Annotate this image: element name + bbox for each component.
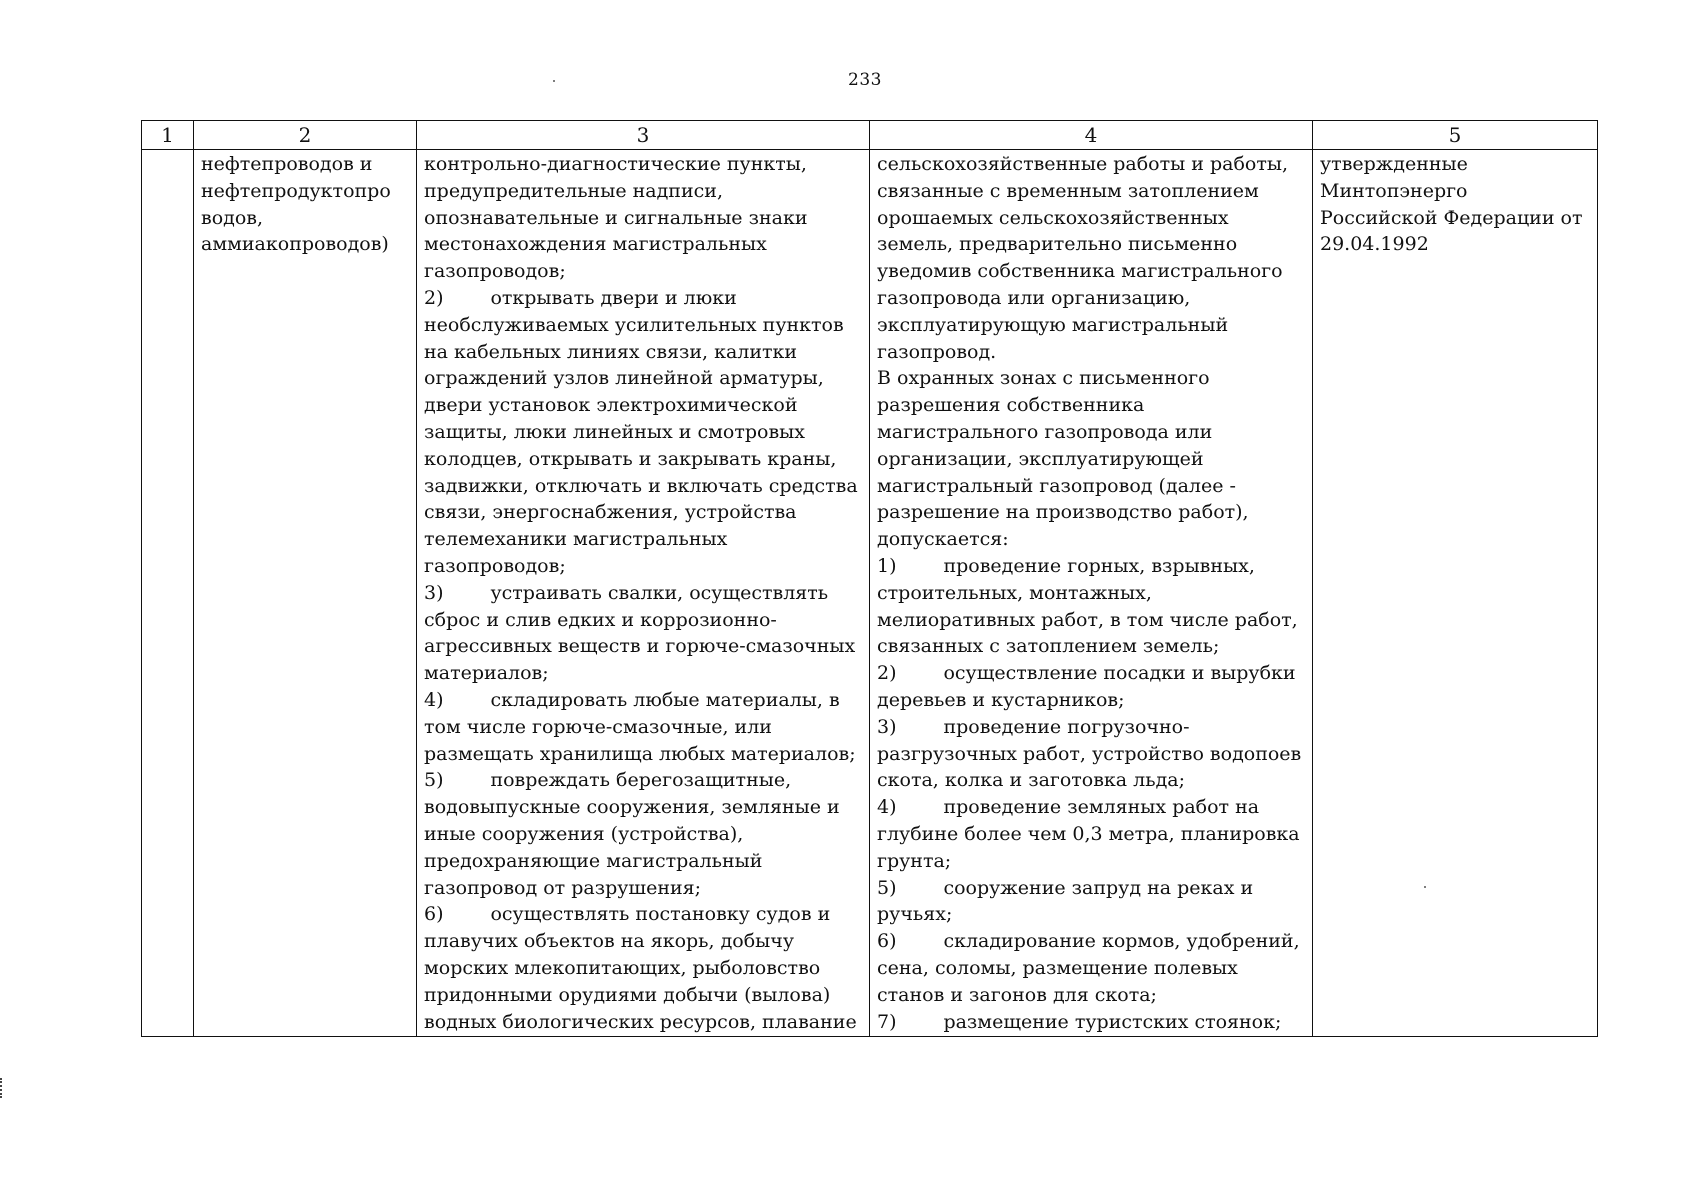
column-header-1: 1: [142, 121, 194, 150]
table-row: [142, 150, 1598, 1037]
object-type-text: нефтепроводов и нефтепродуктопро водов, аммиакопроводов): [201, 153, 391, 256]
cell-col2: [194, 150, 417, 1037]
scan-edge-mark: [0, 1078, 5, 1098]
prohibitions-text: контрольно-диагностические пункты, предупредительные надписи, опознавательные и сигнальные знаки местонахождения магистральных газопроводов; 2) открывать двери и люки необслуживаемых усилительных пунктов на кабельных линиях связи, калитки ограждений узлов линейной арматуры, двери установок электрохимической защиты, люки линейных и смотровых колодцев, открывать и закрывать краны, задвижки, отключать и включать средства связи, энергоснабжения, устройства телемеханики магистральных газопроводов; 3) устраивать свалки, осуществлять сброс и слив едких и коррозионно- агрессивных веществ и горюче-смазочных материалов; 4) складировать любые материалы, в том числе горюче-смазочные, или размещать хранилища любых материалов; 5) повреждать берегозащитные, водовыпускные сооружения, земляные и иные сооружения (устройства), предохраняющие магистральный газопровод от разрушения; 6) осуществлять постановку судов и плавучих объектов на якорь, добычу морских млекопитающих, рыболовство придонными орудиями добычи (вылова) водных биологических ресурсов, плавание: [424, 153, 858, 1033]
column-header-2: 2: [194, 121, 417, 150]
cell-col3: [417, 150, 870, 1037]
page-number: 233: [848, 70, 882, 90]
column-header-3: 3: [417, 121, 870, 150]
column-header-5: 5: [1313, 121, 1598, 150]
cell-col4: [870, 150, 1313, 1037]
table-header-row: [142, 121, 1598, 150]
legal-basis-text: утвержденные Минтопэнерго Российской Федерации от 29.04.1992: [1320, 153, 1583, 256]
cell-col5: [1313, 150, 1598, 1037]
cell-col1: [142, 150, 194, 1037]
scan-speck: [553, 80, 555, 82]
column-header-4: 4: [870, 121, 1313, 150]
permitted-works-text: сельскохозяйственные работы и работы, связанные с временным затоплением орошаемых сельскохозяйственных земель, предварительно письменно уведомив собственника магистрального газопровода или организацию, эксплуатирующую магистральный газопровод. В охранных зонах с письменного разрешения собственника магистрального газопровода или организации, эксплуатирующей магистральный газопровод (далее - разрешение на производство работ), допускается: 1) проведение горных, взрывных, строительных, монтажных, мелиоративных работ, в том числе работ, связанных с затоплением земель; 2) осуществление посадки и вырубки деревьев и кустарников; 3) проведение погрузочно- разгрузочных работ, устройство водопоев скота, колка и заготовка льда; 4) проведение земляных работ на глубине более чем 0,3 метра, планировка грунта; 5) сооружение запруд на реках и ручьях; 6) складирование кормов, удобрений, сена, соломы, размещение полевых станов и загонов для скота; 7) размещение туристских стоянок;: [877, 153, 1302, 1033]
regulation-table: [141, 120, 1598, 1037]
